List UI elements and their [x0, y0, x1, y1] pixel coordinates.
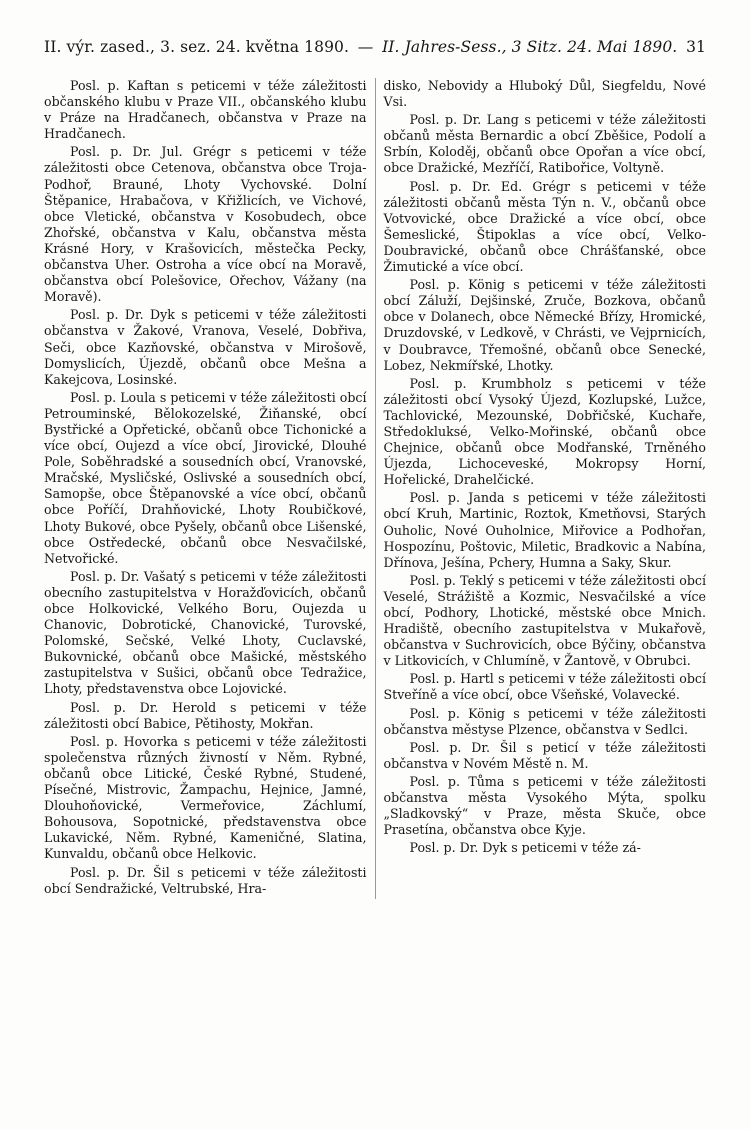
paragraph: Posl. p. Tůma s peticemi v téže záležitosti občanstva města Vysokého Mýta, spolku „Sladkovský“ v Praze, města Skuče, obce Prasetína, občanstva obce Kyje.: [383, 773, 706, 838]
paragraph: Posl. p. Dr. Šil s peticemi v téže záležitosti obcí Sendražické, Veltrubské, Hra-: [44, 864, 367, 896]
paragraph: Posl. p. Dr. Dyk s peticemi v téže zá-: [409, 840, 641, 856]
paragraph: Posl. p. Dr. Šil s peticí v téže záležitosti občanstva v Novém Městě n. M.: [383, 739, 706, 771]
left-column: [44, 78, 375, 899]
right-column: [375, 78, 707, 899]
paragraph: Posl. p. Kaftan s peticemi v téže záležitosti občanského klubu v Praze VII., občanského klubu v Práze na Hradčanech, občanstva v Praze na Hradčanech.: [44, 78, 367, 142]
header-dash: —: [357, 38, 374, 56]
paragraph: Posl. p. König s peticemi v téže záležitosti občanstva městyse Plzence, občanstva v Sedlci.: [383, 705, 706, 737]
paragraph: Posl. p. Dr. Ed. Grégr s peticemi v téže záležitosti občanů města Týn n. V., občanů obce Votvovické, obce Dražické a více obcí, obce Šemeslické, Štipoklas a více obcí, Velko-Doubravické, občanů obce Chrášťanské, obce Žimutické a více obcí.: [383, 178, 706, 275]
paragraph: Posl. p. Janda s peticemi v téže záležitosti obcí Kruh, Martinic, Roztok, Kmetňovsi, Starých Ouholic, Nové Ouholnice, Miřovice a Podhořan, Hospozínu, Poštovic, Miletic, Bradkovic a Nabína, Dřínova, Ješína, Pchery, Humna a Saky, Skur.: [383, 490, 706, 570]
page-header: [44, 38, 706, 56]
paragraph: Posl. p. Dr. Vašatý s peticemi v téže záležitosti obecního zastupitelstva v Horažďovicích, občanů obce Holkovické, Velkého Boru, Oujezda u Chanovic, Dobrotické, Chanovické, Turovské, Polomské, Sečské, Velké Lhoty, Cuclavské, Bukovnické, občanů obce Mašické, městského zastupitelstva v Sušici, občanů obce Tedražice, Lhoty, představenstva obce Lojovické.: [44, 568, 367, 697]
paragraph: Posl. p. Dr. Herold s peticemi v téže záležitosti obcí Babice, Pětihosty, Mokřan.: [44, 699, 367, 731]
paragraph: Posl. p. Dr. Jul. Grégr s peticemi v téže záležitosti obce Cetenova, občanstva obce Troja-Podhoř, Brauné, Lhoty Vychovské. Dolní Štěpanice, Hrabačova, v Křižlicích, ve Vichové, obce Vletické, občanstva v Kosobudech, obce Zhořské, občanstva v Kalu, občanstva města Krásné Hory, v Krašovicích, městečka Pecky, občanstva Uher. Ostroha a více obcí na Moravě, občanstva obcí Polešovice, Ořechov, Vážany (na Moravě).: [44, 144, 367, 305]
paragraph: Posl. p. Dr. Dyk s peticemi v téže záležitosti občanstva v Žakové, Vranova, Veselé, Dobřiva, Seči, obce Kazňovské, občanstva v Mirošově, Domyslicích, Újezdě, občanů obce Mešna a Kakejcova, Losinské.: [44, 307, 367, 387]
paragraph: Posl. p. Teklý s peticemi v téže záležitosti obcí Veselé, Strážiště a Kozmic, Nesvačilské a více obcí, Podhory, Lhotické, městské obce Mnich. Hradiště, obecního zastupitelstva v Mukařově, občanstva v Suchrovicích, obce Býčiny, občanstva v Litkovicích, v Chlumíně, v Žantově, v Obrubci.: [383, 572, 706, 669]
paragraph: Posl. p. Dr. Lang s peticemi v téže záležitosti občanů města Bernardic a obcí Zběšice, Podolí a Srbín, Koloděj, občanů obce Opořan a více obcí, obce Dražické, Mezříčí, Ratibořice, Voltyně.: [383, 112, 706, 176]
header-left: II. výr. zased., 3. sez. 24. května 1890.: [44, 38, 350, 56]
paragraph: Posl. p. Krumbholz s peticemi v téže záležitosti obcí Vysoký Újezd, Kozlupské, Lužce, Tachlovické, Mezounské, Dobřičské, Kuchaře, Středokluksé, Velko-Mořinské, občanů obce Chejnice, občanů obce Modřanské, Trněného Újezda, Lichoceveské, Mokropsy Horní, Hořelické, Drahelčické.: [383, 375, 706, 488]
paragraph: disko, Nebovidy a Hluboký Důl, Siegfeldu, Nové Vsi.: [383, 78, 706, 110]
page-number: 31: [686, 38, 706, 56]
paragraph: Posl. p. Loula s peticemi v téže záležitosti obcí Petrouminské, Bělokozelské, Žiňanské, obcí Bystřické a Opřetické, občanů obce Tichonické a více obcí, Oujezd a více obcí, Jirovické, Dlouhé Pole, Soběhradské a sousedních obcí, Vranovské, Mračské, Mysličské, Oslivské a sousedních obcí, Samopše, obce Štěpanovské a více obcí, občanů obce Poříčí, Drahňovické, Lhoty Roubičkové, Lhoty Bukové, obce Pyšely, občanů obce Lišenské, obce Ostředecké, občanů obce Nesvačilské, Netvořické.: [44, 389, 367, 566]
paragraph: Posl. p. Hartl s peticemi v téže záležitosti obcí Stveříně a více obcí, obce Všeňské, Volavecké.: [383, 671, 706, 703]
paragraph: Posl. p. König s peticemi v téže záležitosti obcí Záluží, Dejšinské, Zruče, Bozkova, občanů obce v Dolanech, obce Německé Břízy, Hromické, Druzdovské, v Ledkově, v Chrásti, ve Vejprnicích, v Doubravce, Třemošné, občanů obce Senecké, Lobez, Nekmířské, Lhotky.: [383, 277, 706, 373]
text-columns: [44, 78, 706, 899]
paragraph: Posl. p. Hovorka s peticemi v téže záležitosti společenstva různých živností v Něm. Rybné, občanů obce Litické, České Rybné, Studené, Písečné, Mistrovic, Žampachu, Hejnice, Jamné, Dlouhoňovické, Vermeřovice, Záchlumí, Bohousova, Sopotnické, představenstva obce Lukavické, Něm. Rybné, Kameničné, Slatina, Kunvaldu, občanů obce Helkovic.: [44, 733, 367, 862]
header-right: II. Jahres-Sess., 3 Sitz. 24. Mai 1890.: [382, 38, 678, 56]
